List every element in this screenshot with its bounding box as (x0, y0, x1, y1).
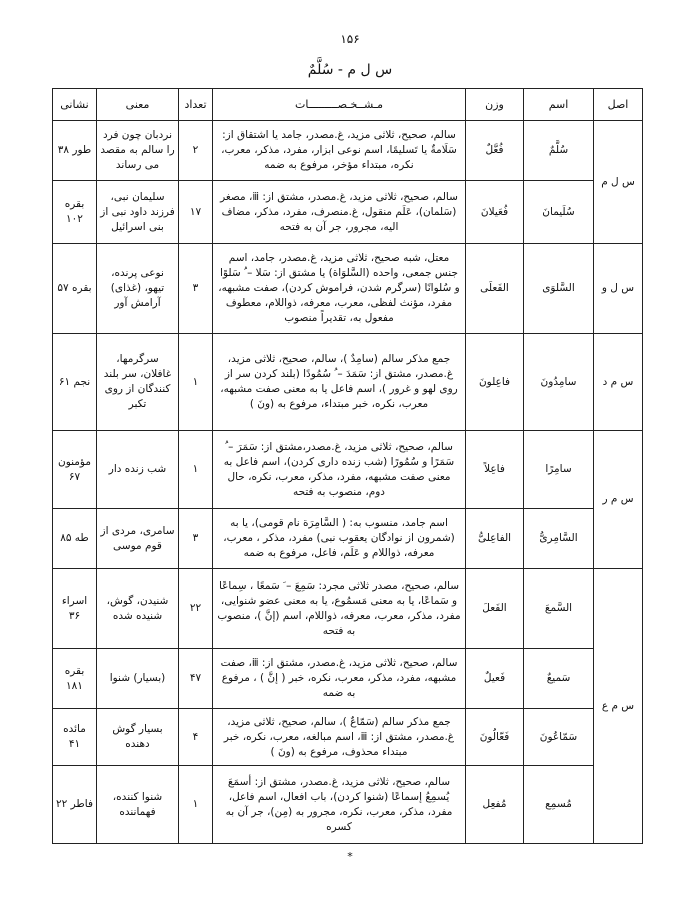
table-row (53, 709, 643, 766)
meaning-cell: سرگرمها، غافلان، سر بلند کنندگان از روی تکبر (97, 334, 179, 431)
count-cell: ۲۲ (179, 569, 213, 649)
pattern-cell: الفاعِلیُّ (466, 509, 524, 569)
header-root: اصل (594, 89, 643, 121)
reference-cell: فاطر ۲۲ (53, 766, 97, 844)
count-cell: ۴۷ (179, 649, 213, 709)
reference-cell: مؤمنون ۶۷ (53, 431, 97, 509)
footer-mark: * (347, 850, 353, 863)
meaning-cell: شنیدن، گوش، شنیده شده (97, 569, 179, 649)
description-cell: سالم، صحیح، ثلاثی مزید، غ.مصدر، مشتق از: ⅲ، صفت مشبهه، مفرد، مذکر، معرب، نکره، خبر ( إنَّ ) ، مرفوع به ضمه (213, 649, 466, 709)
reference-cell: بقره ۱۸۱ (53, 649, 97, 709)
pattern-cell: فَعیلٌ (466, 649, 524, 709)
reference-cell: بقره ۱۰۲ (53, 181, 97, 244)
meaning-cell: سلیمان نبی، فرزند داود نبی از بنی اسرائیل (97, 181, 179, 244)
reference-cell: مائده ۴۱ (53, 709, 97, 766)
reference-cell: طور ۳۸ (53, 121, 97, 181)
count-cell: ۴ (179, 709, 213, 766)
pattern-cell: فُعَیلانَ (466, 181, 524, 244)
pattern-cell: الفَعلَ (466, 569, 524, 649)
table-row (53, 181, 643, 244)
meaning-cell: شب زنده دار (97, 431, 179, 509)
noun-cell: سامِدُونَ (524, 334, 594, 431)
description-cell: معتل، شبه صحیح، ثلاثی مزید، غ.مصدر، جامد، اسم جنس جمعی، واحده (السَّلوَاة) یا مشتق از: سَلا – ُ سَلوًا و سُلوانًا (سرگرم شدن، فراموش کردن)، صفت مشبهه، مفرد، مؤنث لفظی، معرب، معرفه، ذواللام، معطوف مفعول به، تقدیراً منصوب (213, 244, 466, 334)
description-cell: سالم، صحیح، ثلاثی مزید، غ.مصدر، جامد یا اشتقاق از: سَلَامةٌ یا تَسلیمًا، اسم نوعی ابزار، مفرد، مذکر، معرب، نکره، مبتداء مؤخر، مرفوع به ضمه (213, 121, 466, 181)
count-cell: ۱ (179, 334, 213, 431)
pattern-cell: مُفعِل (466, 766, 524, 844)
noun-cell: مُسمِع (524, 766, 594, 844)
pattern-cell: فاعِلاً (466, 431, 524, 509)
meaning-cell: نردبان چون فرد را سالم به مقصد می رساند (97, 121, 179, 181)
header-reference: نشانی (53, 89, 97, 121)
table-row (53, 649, 643, 709)
lexicon-table (52, 88, 643, 844)
page-number: ۱۵۶ (340, 32, 360, 46)
count-cell: ۳ (179, 509, 213, 569)
header-meaning: معنی (97, 89, 179, 121)
noun-cell: السَّلوَی (524, 244, 594, 334)
reference-cell: اسراء ۳۶ (53, 569, 97, 649)
description-cell: سالم، صحیح، ثلاثی مزید، غ.مصدر، مشتق از: ⅲ، مصغر (سَلمان)، عَلَم منقول، غ.منصرف، مفرد، مذکر، مضاف الیه، مجرور، جر آن به فتحه (213, 181, 466, 244)
pattern-cell: فَعّالُونَ (466, 709, 524, 766)
pattern-cell: الفَعلَی (466, 244, 524, 334)
meaning-cell: نوعی پرنده، تیهو، (غذای) آرامش آور (97, 244, 179, 334)
header-noun: اسم (524, 89, 594, 121)
reference-cell: بقره ۵۷ (53, 244, 97, 334)
description-cell: سالم، صحیح، ثلاثی مزید، غ.مصدر، مشتق از: أسمَعَ یُسمِعُ إسماعًا (شنوا کردن)، باب افعال، اسم فاعل، مفرد، مذکر، معرب، نکره، مجرور به (مِن)، جر آن به کسره (213, 766, 466, 844)
meaning-cell: سامری، مردی از قوم موسی (97, 509, 179, 569)
description-cell: سالم، صحیح، مصدر ثلاثی مجرد: سَمِعَ – َ سَمعًا ، سِماعًا و سَماعًا، یا به معنی مَسمُوع، یا به معنی عضو شنوایی، مفرد، مذکر، معرب، معرفه، ذواللام، اسم (إنَّ )، منصوب به فتحه (213, 569, 466, 649)
table-row (53, 766, 643, 844)
header-pattern: وزن (466, 89, 524, 121)
reference-cell: طه ۸۵ (53, 509, 97, 569)
noun-cell: سُلَیمانَ (524, 181, 594, 244)
noun-cell: السَّمعَ (524, 569, 594, 649)
meaning-cell: شنوا کننده، فهماننده (97, 766, 179, 844)
root-cell: س ل م (594, 121, 643, 244)
table-row (53, 431, 643, 509)
description-cell: جمع مذکر سالم (سَمّاعٌ )، سالم، صحیح، ثلاثی مزید، غ.مصدر، مشتق از: ⅲ، اسم مبالغه، معرب، نکره، خبر مبتداء محذوف، مرفوع به (ونَ ) (213, 709, 466, 766)
root-cell: س م ر (594, 431, 643, 569)
count-cell: ۱ (179, 431, 213, 509)
description-cell: اسم جامد، منسوب به: ( السَّامِرَة نام قومی)، یا به (شمرون از نوادگان یعقوب نبی) مفرد، مذکر ، معرب، معرفه، ذواللام و عَلَم، فاعل، مرفوع به ضمه (213, 509, 466, 569)
noun-cell: سَمّاعُونَ (524, 709, 594, 766)
description-cell: سالم، صحیح، ثلاثی مزید، غ.مصدر،مشتق از: سَمَرَ – ُ سَمَرًا و سُمُورًا (شب زنده داری کردن)، اسم فاعل به معنی صفت مشبهه، مفرد، مذکر، معرب، نکره، حال دوم، منصوب به فتحه (213, 431, 466, 509)
page-title: س ل م - سُلَّمٌ (307, 62, 393, 78)
table-row (53, 334, 643, 431)
reference-cell: نجم ۶۱ (53, 334, 97, 431)
count-cell: ۳ (179, 244, 213, 334)
table-row (53, 569, 643, 649)
description-cell: جمع مذکر سالم (سامِدٌ )، سالم، صحیح، ثلاثی مزید، غ.مصدر، مشتق از: سَمَدَ – ُ سُمُودًا (بلند کردن سر از روی لهو و غرور )، اسم فاعل یا به معنی صفت مشبهه، معرب، نکره، خبر مبتداء، مرفوع به (ونَ ) (213, 334, 466, 431)
noun-cell: سُلَّمٌ (524, 121, 594, 181)
pattern-cell: فُعَّلٌ (466, 121, 524, 181)
noun-cell: سَمیعٌ (524, 649, 594, 709)
count-cell: ۲ (179, 121, 213, 181)
noun-cell: سامِرًا (524, 431, 594, 509)
meaning-cell: بسیار گوش دهنده (97, 709, 179, 766)
count-cell: ۱ (179, 766, 213, 844)
table-row (53, 121, 643, 181)
table-row (53, 509, 643, 569)
noun-cell: السَّامِریُّ (524, 509, 594, 569)
count-cell: ۱۷ (179, 181, 213, 244)
root-cell: س ل و (594, 244, 643, 334)
pattern-cell: فاعِلونَ (466, 334, 524, 431)
root-cell: س م د (594, 334, 643, 431)
table-row (53, 244, 643, 334)
table-header-row (53, 89, 643, 121)
header-count: تعداد (179, 89, 213, 121)
header-description: مـشــخـصـــــــــات (213, 89, 466, 121)
root-cell: س م ع (594, 569, 643, 844)
meaning-cell: (بسیار) شنوا (97, 649, 179, 709)
